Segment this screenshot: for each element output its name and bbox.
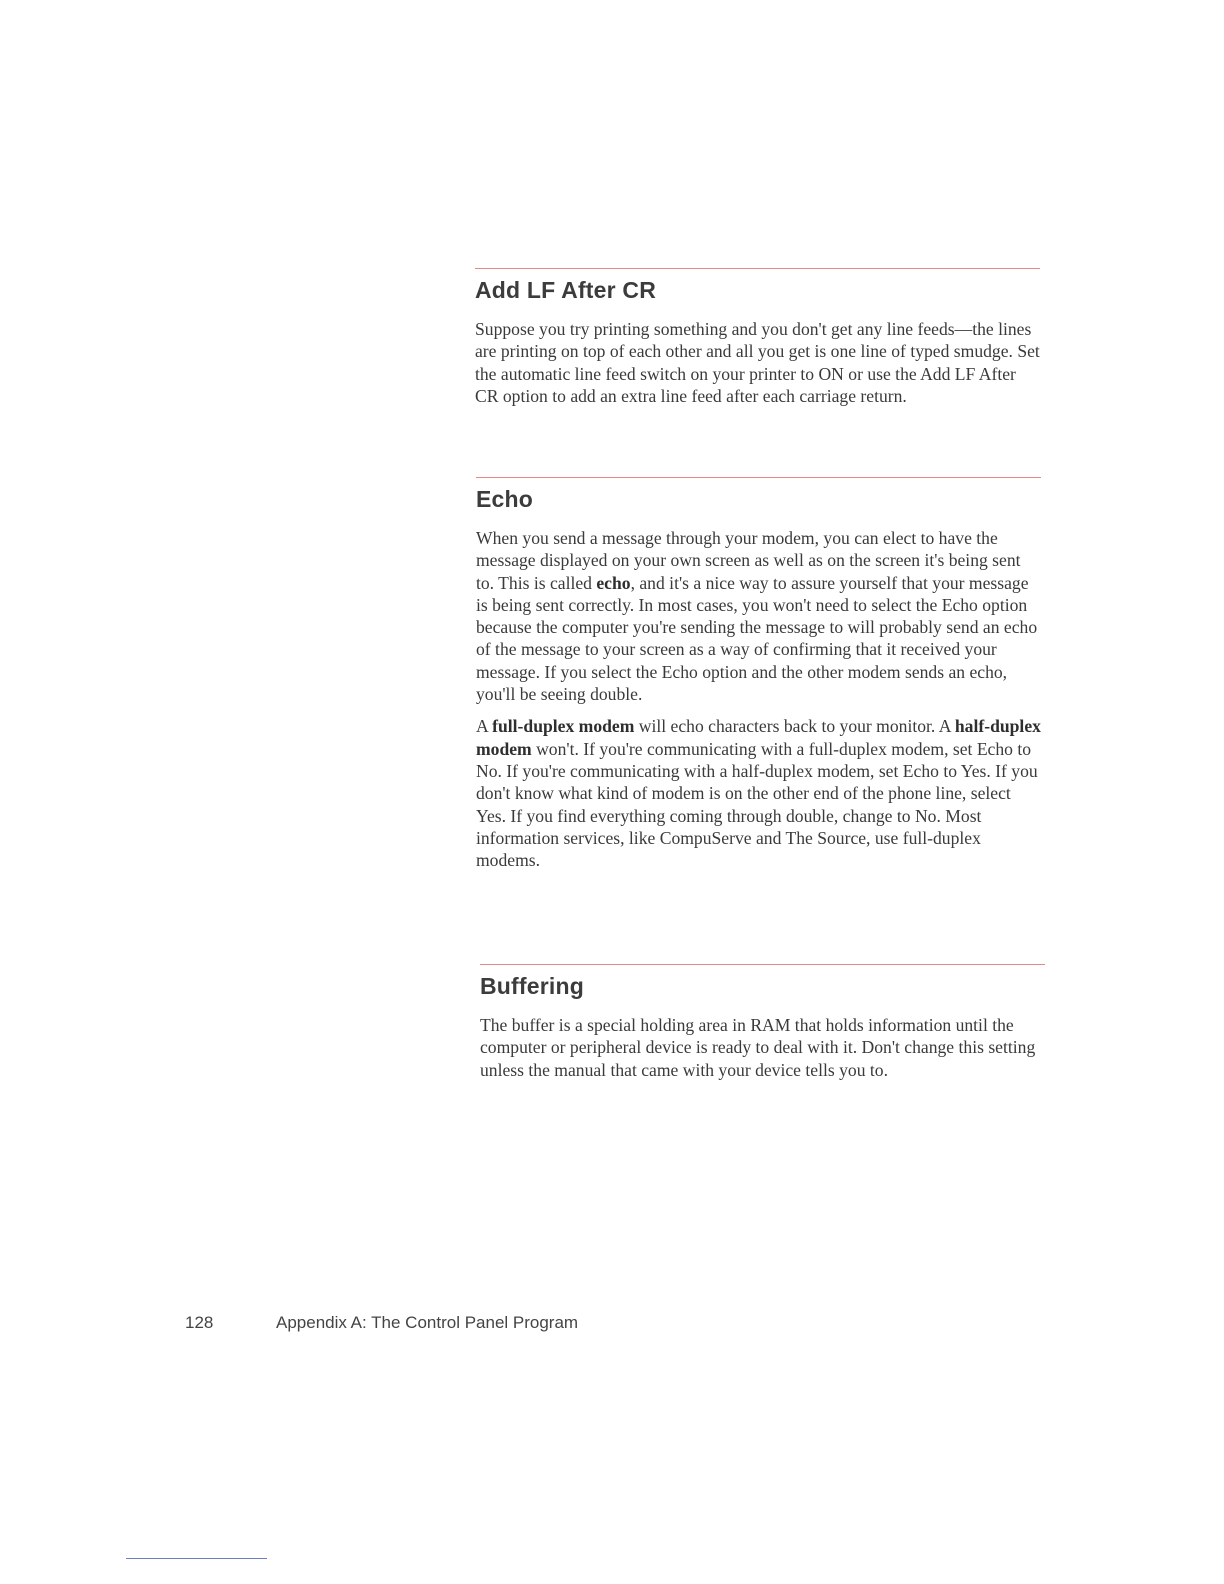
text-run: won't. If you're communicating with a full-duplex modem, set Echo to No. If you're communicating with a half-duplex modem, set Echo to Yes. If you don't know what kind of modem is on the other end of the phone line, select Yes. If you find everything coming through double, change to No. Most information services, like CompuServe and The Source, use full-duplex modems. [476, 738, 1038, 871]
term-echo: echo [596, 572, 631, 593]
running-title: Appendix A: The Control Panel Program [276, 1313, 579, 1332]
term-full-duplex-modem: full-duplex modem [492, 716, 635, 737]
term-half-duplex-modem: half-duplex modem [476, 716, 1041, 759]
section-heading: Echo [476, 486, 534, 512]
text-run: When you send a message through your modem, you can elect to have the message displayed on your own screen as well as on the screen it's being sent to. This is called [476, 528, 1021, 593]
section-divider [480, 964, 1045, 965]
section-buffering [480, 964, 1045, 1081]
page-number: 128 [185, 1313, 214, 1332]
bottom-divider [126, 1558, 267, 1559]
section-heading: Add LF After CR [475, 277, 657, 303]
text-run: A [476, 716, 493, 737]
text-run: will echo characters back to your monitor. A [634, 716, 955, 737]
section-heading: Buffering [480, 973, 585, 999]
section-add-lf-after-cr [475, 268, 1040, 407]
paragraph: The buffer is a special holding area in RAM that holds information until the computer or peripheral device is ready to deal with it. Don't change this setting unless the manual that came with your device tells you to. [480, 1015, 1036, 1080]
paragraph [476, 715, 1041, 871]
section-divider [475, 268, 1040, 269]
section-divider [476, 477, 1041, 478]
section-echo [476, 477, 1041, 871]
paragraph: Suppose you try printing something and you don't get any line feeds—the lines are printing on top of each other and all you get is one line of typed smudge. Set the automatic line feed switch on your printer to ON or use the Add LF After CR option to add an extra line feed after each carriage return. [475, 319, 1040, 406]
paragraph [476, 527, 1041, 705]
text-run: , and it's a nice way to assure yourself that your message is being sent correctly. In most cases, you won't need to select the Echo option because the computer you're sending the message to will probably send an echo of the message to your screen as a way of confirming that it received your message. If you select the Echo option and the other modem sends an echo, you'll be seeing double. [476, 572, 1038, 705]
